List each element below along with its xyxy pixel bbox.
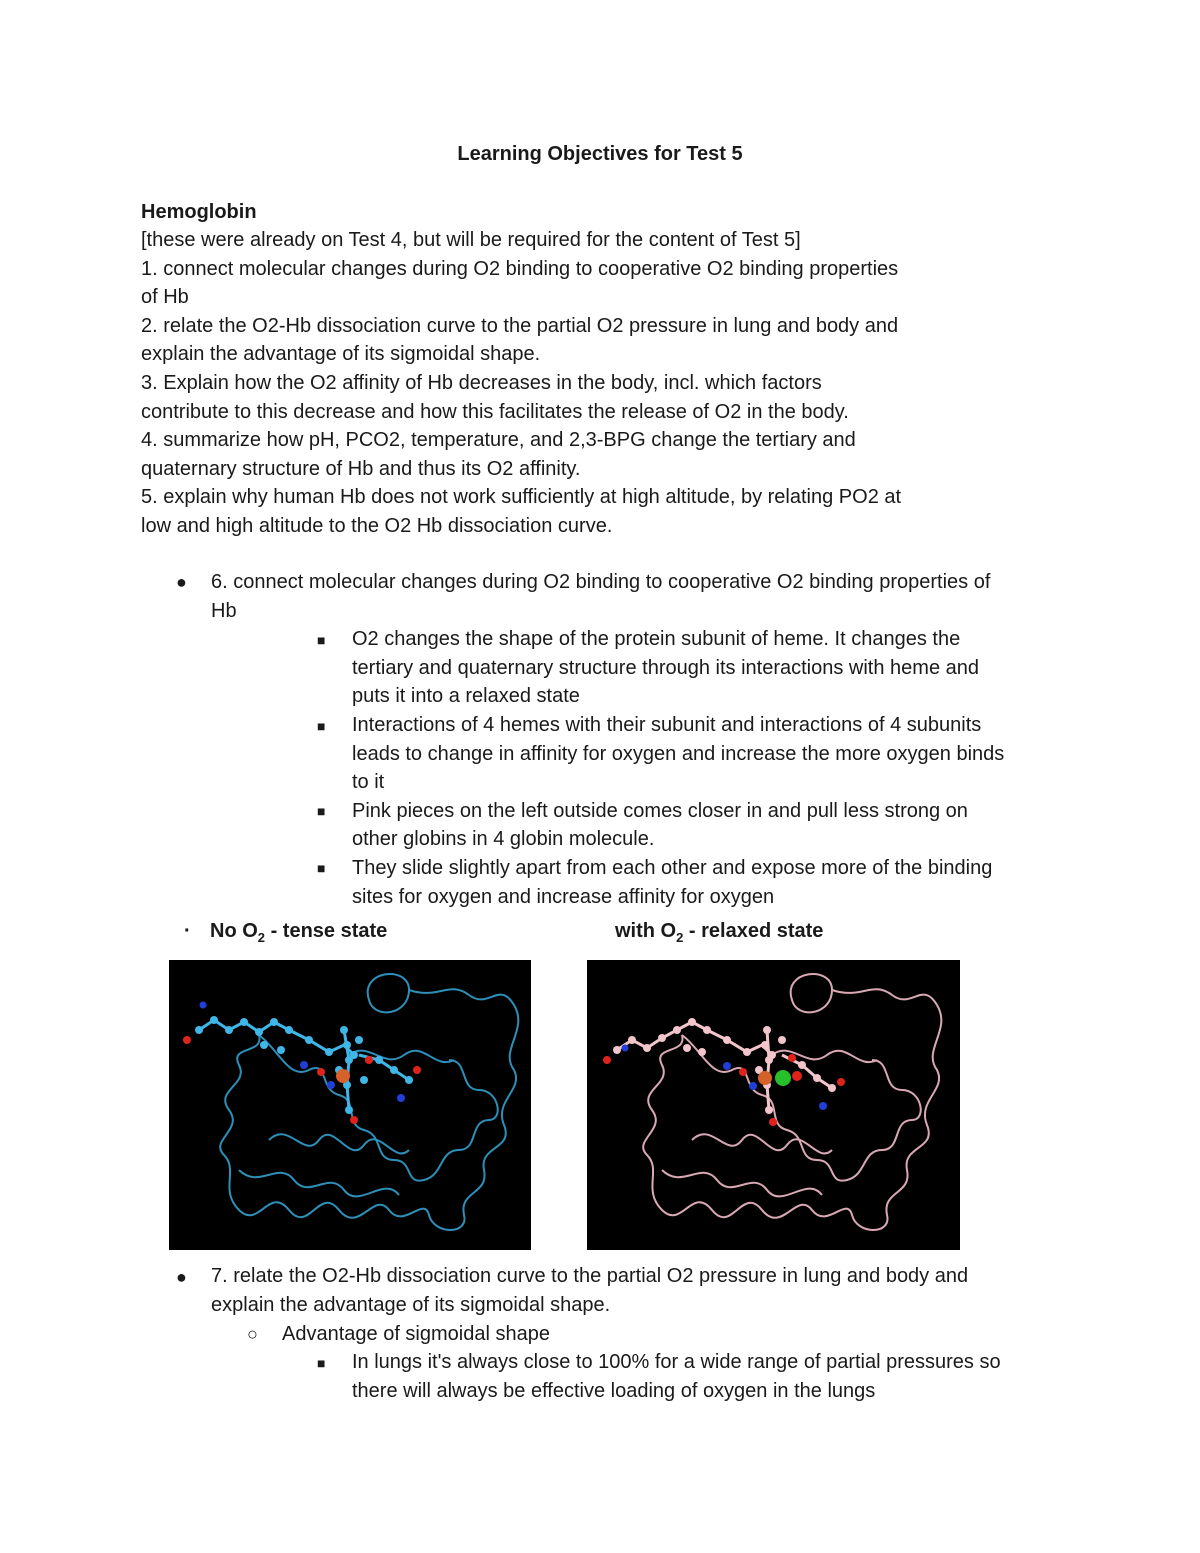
- item6-line: Hb: [211, 599, 237, 622]
- subpoint-line: Interactions of 4 hemes with their subunit and interactions of 4 subunits: [352, 714, 982, 736]
- protein-backbone-tense: [220, 974, 518, 1230]
- subpoint-line: other globins in 4 globin molecule.: [352, 828, 655, 851]
- bullet-square-icon: ■: [317, 718, 326, 734]
- relaxed-state-image: [587, 960, 960, 1250]
- subpoint-line: tertiary and quaternary structure through its interactions with heme and: [352, 656, 979, 679]
- subpoint-line: Pink pieces on the left outside comes closer in and pull less strong on: [352, 799, 968, 822]
- bullet-disc-icon: ●: [176, 572, 187, 592]
- protein-backbone-relaxed: [643, 974, 941, 1230]
- intro-line: low and high altitude to the O2 Hb dissociation curve.: [141, 515, 613, 537]
- heteroatoms-relaxed: [603, 1045, 845, 1127]
- intro-line: of Hb: [141, 286, 189, 309]
- bullet-circle-icon: ○: [247, 1324, 258, 1344]
- caption-relaxed-state: with $O_2$ - relaxed state: [615, 920, 824, 945]
- subpoint-line: puts it into a relaxed state: [352, 685, 580, 708]
- section-heading: Hemoglobin: [141, 201, 257, 223]
- item7-line: explain the advantage of its sigmoidal shape.: [211, 1294, 611, 1316]
- bullet-square-icon: ■: [317, 1355, 326, 1371]
- intro-line: 2. relate the O2-Hb dissociation curve to the partial O2 pressure in lung and body and: [141, 314, 899, 337]
- item6-line: 6. connect molecular changes during O2 binding to cooperative O2 binding properties of: [211, 571, 991, 593]
- intro-line: contribute to this decrease and how this facilitates the release of O2 in the body.: [141, 400, 849, 423]
- bullet-disc-icon: ●: [176, 1267, 187, 1287]
- caption-tense-state: No $O_2$ - tense state: [210, 920, 388, 945]
- item7-line: 7. relate the O2-Hb dissociation curve to the partial O2 pressure in lung and body and: [211, 1265, 969, 1287]
- subpoint-line: In lungs it's always close to 100% for a wide range of partial pressures so: [352, 1351, 1001, 1373]
- bullet-square-icon: ■: [317, 632, 326, 648]
- subpoint-line: leads to change in affinity for oxygen and increase the more oxygen binds: [352, 742, 1005, 765]
- intro-line: [these were already on Test 4, but will be required for the content of Test 5]: [141, 229, 801, 251]
- subpoint-line: O2 changes the shape of the protein subunit of heme. It changes the: [352, 628, 961, 650]
- intro-line: 5. explain why human Hb does not work sufficiently at high altitude, by relating PO2 at: [141, 486, 902, 509]
- intro-line: explain the advantage of its sigmoidal shape.: [141, 343, 541, 366]
- subpoint-line: there will always be effective loading of oxygen in the lungs: [352, 1379, 876, 1402]
- intro-line: quaternary structure of Hb and thus its O2 affinity.: [141, 457, 581, 480]
- subpoint-line: They slide slightly apart from each other and expose more of the binding: [352, 857, 993, 879]
- bullet-square-icon: ■: [317, 860, 326, 876]
- subpoint-line: sites for oxygen and increase affinity for oxygen: [352, 885, 775, 908]
- intro-line: 1. connect molecular changes during O2 binding to cooperative O2 binding properties: [141, 257, 899, 280]
- page-title: Learning Objectives for Test 5: [457, 143, 743, 165]
- tense-state-image: [169, 960, 531, 1250]
- figure-dot: ·: [184, 920, 191, 942]
- intro-line: 4. summarize how pH, PCO2, temperature, and 2,3-BPG change the tertiary and: [141, 429, 856, 452]
- intro-line: 3. Explain how the O2 affinity of Hb decreases in the body, incl. which factors: [141, 372, 822, 394]
- subpoint-line: to it: [352, 771, 385, 794]
- advantage-heading: Advantage of sigmoidal shape: [282, 1323, 550, 1345]
- bullet-square-icon: ■: [317, 803, 326, 819]
